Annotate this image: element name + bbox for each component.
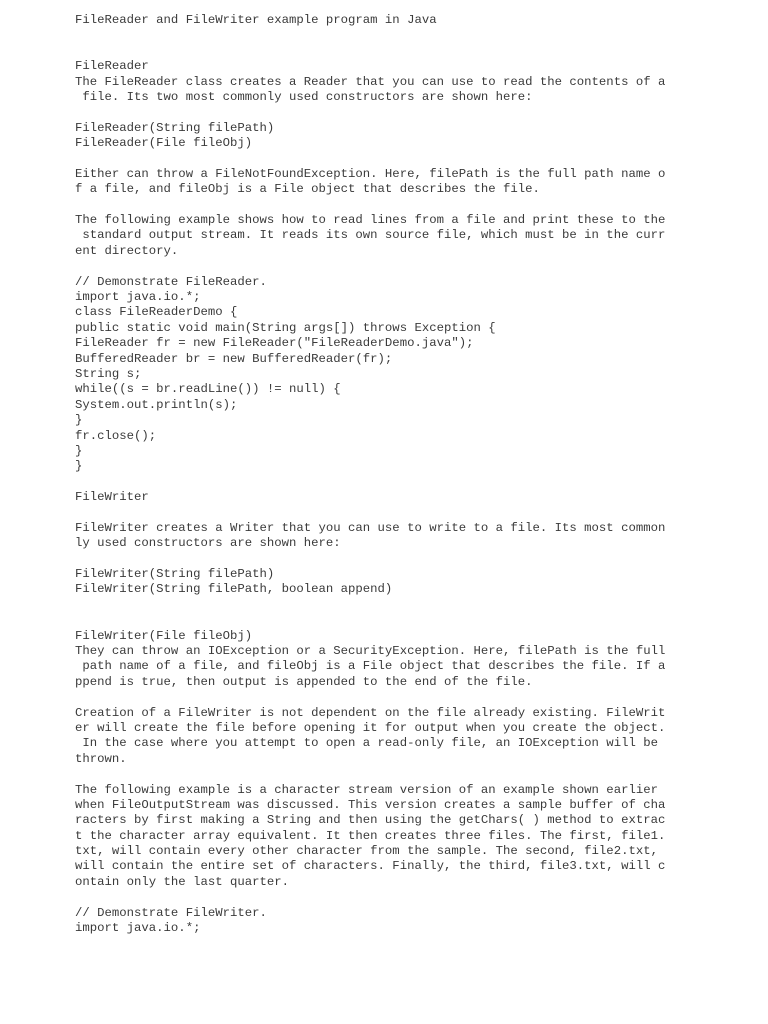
blank-line: [75, 506, 695, 521]
text-line: // Demonstrate FileWriter.: [75, 905, 267, 920]
blank-line: [75, 890, 695, 905]
text-line: The FileReader class creates a Reader that you can use to read the contents of a: [75, 74, 666, 89]
text-line: fr.close();: [75, 428, 157, 443]
text-line: FileReader(String filePath): [75, 120, 275, 135]
blank-line: [75, 552, 695, 567]
text-line: txt, will contain every other character from the sample. The second, file2.txt,: [75, 844, 658, 859]
text-line: will contain the entire set of characters. Finally, the third, file3.txt, will c: [75, 859, 666, 874]
text-line: ppend is true, then output is appended to the end of the file.: [75, 674, 533, 689]
text-line: standard output stream. It reads its own source file, which must be in the curr: [75, 228, 666, 243]
text-line: ent directory.: [75, 243, 179, 258]
text-line: FileReader: [75, 59, 149, 74]
blank-line: [75, 105, 695, 120]
blank-line: [75, 198, 695, 213]
blank-line: [75, 767, 695, 782]
text-line: }: [75, 413, 83, 428]
blank-line: [75, 152, 695, 167]
text-line: er will create the file before opening it for output when you create the object.: [75, 720, 666, 735]
blank-line: [75, 690, 695, 705]
text-line: }: [75, 459, 83, 474]
text-line: System.out.println(s);: [75, 397, 238, 412]
blank-line: [75, 475, 695, 490]
text-line: The following example shows how to read lines from a file and print these to the: [75, 213, 666, 228]
text-line: FileReader and FileWriter example program in Java: [75, 13, 437, 27]
text-line: public static void main(String args[]) throws Exception {: [75, 320, 496, 335]
text-line: FileWriter(String filePath, boolean append): [75, 582, 393, 597]
text-line: The following example is a character stream version of an example shown earlier: [75, 782, 658, 797]
blank-line: [75, 598, 695, 613]
text-line: FileWriter(String filePath): [75, 567, 275, 582]
text-line: String s;: [75, 366, 142, 381]
text-line: Creation of a FileWriter is not dependent on the file already existing. FileWrit: [75, 705, 666, 720]
text-line: FileReader(File fileObj): [75, 136, 253, 151]
text-line: }: [75, 443, 83, 458]
blank-line: [75, 44, 695, 59]
text-line: racters by first making a String and then using the getChars( ) method to extrac: [75, 813, 666, 828]
text-line: t the character array equivalent. It then creates three files. The first, file1.: [75, 828, 666, 843]
blank-line: [75, 613, 695, 628]
text-line: thrown.: [75, 751, 127, 766]
text-line: import java.io.*;: [75, 921, 201, 936]
text-line: while((s = br.readLine()) != null) {: [75, 382, 341, 397]
text-line: f a file, and fileObj is a File object that describes the file.: [75, 182, 540, 197]
text-line: ly used constructors are shown here:: [75, 536, 341, 551]
text-line: FileWriter(File fileObj): [75, 628, 253, 643]
text-line: Either can throw a FileNotFoundException. Here, filePath is the full path name o: [75, 166, 666, 181]
text-line: FileWriter: [75, 490, 149, 505]
text-line: ontain only the last quarter.: [75, 874, 290, 889]
text-line: class FileReaderDemo {: [75, 305, 238, 320]
text-line: path name of a file, and fileObj is a File object that describes the file. If a: [75, 659, 666, 674]
text-line: when FileOutputStream was discussed. This version creates a sample buffer of cha: [75, 797, 666, 812]
text-line: file. Its two most commonly used constructors are shown here:: [75, 89, 533, 104]
blank-line: [75, 259, 695, 274]
document-page: [75, 13, 695, 936]
text-line: BufferedReader br = new BufferedReader(fr);: [75, 351, 393, 366]
text-line: FileReader fr = new FileReader("FileReaderDemo.java");: [75, 336, 474, 351]
text-line: FileWriter creates a Writer that you can use to write to a file. Its most common: [75, 520, 666, 535]
text-line: // Demonstrate FileReader.: [75, 274, 267, 289]
text-line: They can throw an IOException or a SecurityException. Here, filePath is the full: [75, 644, 666, 659]
text-line: import java.io.*;: [75, 290, 201, 305]
blank-line: [75, 28, 695, 43]
text-line: In the case where you attempt to open a read-only file, an IOException will be: [75, 736, 658, 751]
